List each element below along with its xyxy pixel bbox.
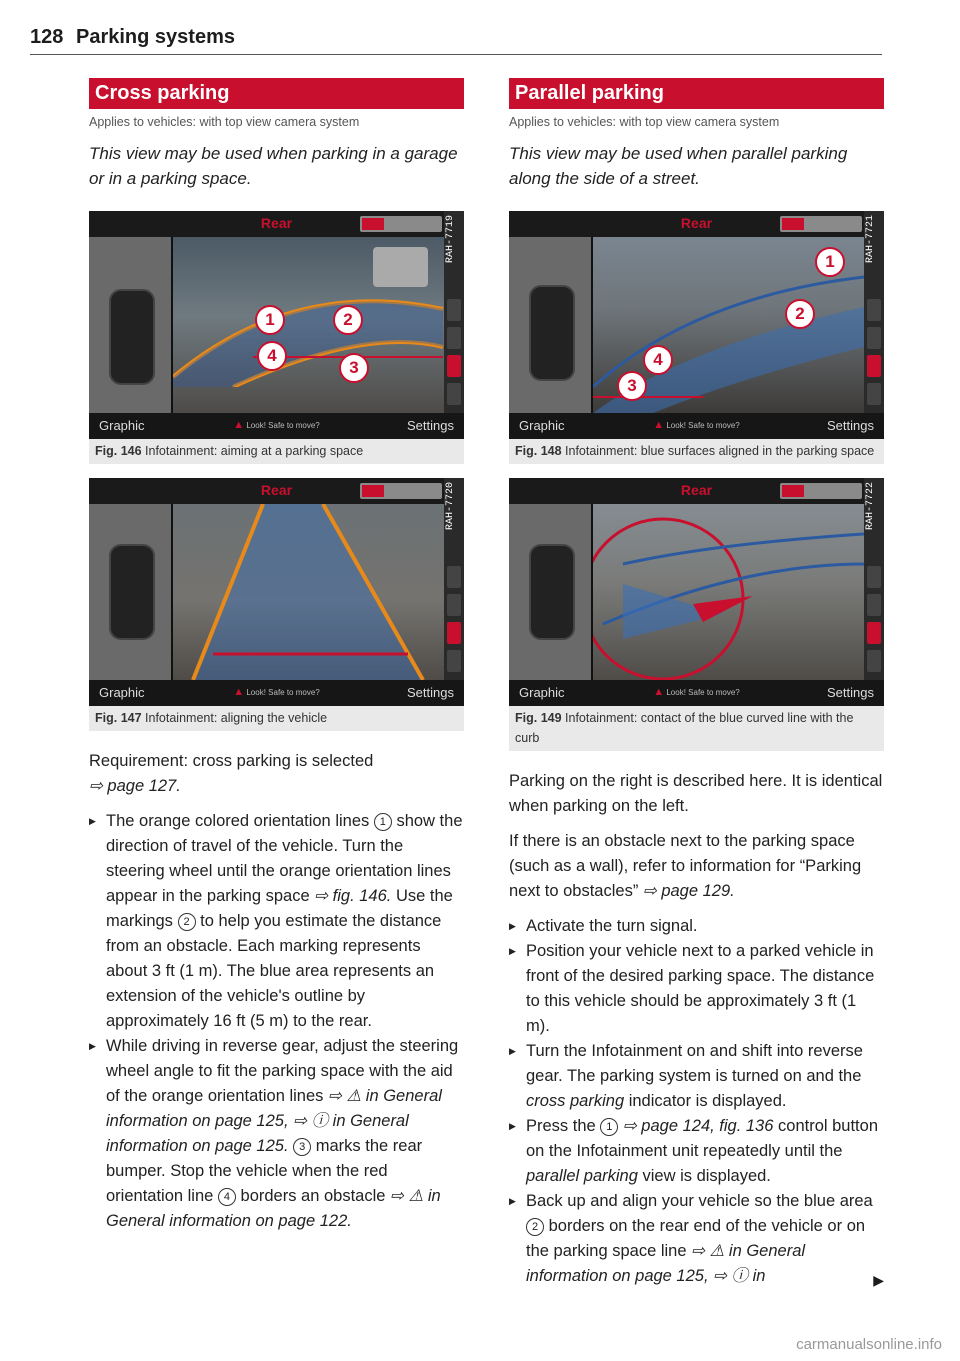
camera-view <box>173 504 444 680</box>
applies-note: Applies to vehicles: with top view camera system <box>89 115 360 129</box>
watermark: carmanualsonline.info <box>796 1336 942 1353</box>
screen-sidebar <box>444 211 464 413</box>
view-icons <box>780 216 862 232</box>
list-item: ▶ While driving in reverse gear, adjust the steering wheel angle to fit the parking space with the aid of the orange orientation lines ⇨ ⚠ in General information on page 125, ⇨ ⓘ in General information on page 125. 3 marks the rear bumper. Stop the vehicle when the red orientation line 4 borders an obstacle ⇨ ⚠ in General information on page 122. <box>89 1034 464 1234</box>
paragraph: If there is an obstacle next to the parking space (such as a wall), refer to information for “Parking next to obstacles” ⇨ page 129. <box>509 832 862 900</box>
requirement-text: Requirement: cross parking is selected ⇨ page 127. <box>89 752 374 795</box>
marker-2: 2 <box>785 299 815 329</box>
top-view-panel <box>509 237 591 413</box>
screen-topbar <box>89 211 464 237</box>
warning-ref[interactable]: ⇨ ⚠ in General information on page 125, <box>106 1087 442 1130</box>
settings-label: Settings <box>827 418 874 433</box>
warning-notice: ▲ Look! Safe to move? <box>653 686 740 698</box>
intro-text: This view may be used when parallel parking along the side of a street. <box>509 144 848 188</box>
ref-marker-2: 2 <box>526 1218 544 1236</box>
screen-sidebar <box>864 211 884 413</box>
rear-label: Rear <box>260 482 293 498</box>
page-ref-129[interactable]: ⇨ page 129. <box>642 882 735 900</box>
figure-147-caption: Fig. 147 Infotainment: aligning the vehicle <box>89 706 464 731</box>
top-view-panel <box>509 504 591 680</box>
screen-sidebar <box>444 478 464 680</box>
rear-label: Rear <box>680 215 713 231</box>
figure-146-screen <box>89 211 464 439</box>
top-view-panel <box>89 504 171 680</box>
screen-bottombar <box>89 680 464 706</box>
marker-2: 2 <box>333 305 363 335</box>
camera-view <box>173 237 444 413</box>
marker-4: 4 <box>643 345 673 375</box>
page-number: 128 <box>30 26 64 48</box>
graphic-label: Graphic <box>519 685 565 700</box>
warning-icon: ▲ <box>233 686 245 698</box>
ref-marker-4: 4 <box>218 1188 236 1206</box>
orientation-lines <box>173 237 444 387</box>
figure-149-screen <box>509 478 884 706</box>
note-ref[interactable]: ⇨ ⓘ in General information on page 125. <box>106 1112 409 1155</box>
paragraph: Parking on the right is described here. It is identical when parking on the left. <box>509 772 883 815</box>
view-icons <box>360 483 442 499</box>
view-icons <box>360 216 442 232</box>
screen-topbar <box>509 211 884 237</box>
parking-overlay <box>593 504 864 680</box>
list-item: ▶ The orange colored orientation lines 1 show the direction of travel of the vehicle. Turn the steering wheel until the orange orientation lines appear in the parking space ⇨ fig. 146. Use the markings 2 to help you estimate the distance from an obstacle. Each marking represents about 3 ft (1 m). The blue area represents an extension of the vehicle's outline by approximately 16 ft (5 m) to the rear. <box>89 809 464 1034</box>
figure-code: RAH-7721 <box>865 215 876 264</box>
graphic-label: Graphic <box>99 418 145 433</box>
marker-3: 3 <box>339 353 369 383</box>
figure-code: RAH-7719 <box>445 215 456 264</box>
car-icon <box>529 285 575 381</box>
warning-notice: ▲ Look! Safe to move? <box>653 419 740 431</box>
camera-view <box>593 504 864 680</box>
parking-overlay <box>173 504 444 680</box>
screen-bottombar <box>509 413 884 439</box>
left-column <box>89 78 464 1234</box>
rear-label: Rear <box>680 482 713 498</box>
intro-text: This view may be used when parking in a garage or in a parking space. <box>89 144 458 188</box>
ref-marker-1: 1 <box>600 1118 618 1136</box>
car-icon <box>109 544 155 640</box>
right-column <box>509 78 884 1289</box>
settings-label: Settings <box>407 418 454 433</box>
page-header <box>30 24 882 55</box>
figure-149-caption: Fig. 149 Infotainment: contact of the blue curved line with the curb <box>509 706 884 751</box>
car-icon <box>109 289 155 385</box>
fig-ref-136[interactable]: ⇨ page 124, fig. 136 <box>622 1117 774 1135</box>
ref-marker-1: 1 <box>374 813 392 831</box>
marker-1: 1 <box>815 247 845 277</box>
graphic-label: Graphic <box>99 685 145 700</box>
ref-marker-2: 2 <box>178 913 196 931</box>
view-icons <box>780 483 862 499</box>
list-item: ▶ Position your vehicle next to a parked vehicle in front of the desired parking space. The distance to this vehicle should be approximately 3 ft (1 m). <box>509 939 884 1039</box>
warning-ref[interactable]: ⇨ ⚠ in General information on page 122. <box>106 1187 441 1230</box>
marker-3: 3 <box>617 371 647 401</box>
continue-arrow-icon: ▶ <box>873 1272 884 1288</box>
screen-bottombar <box>89 413 464 439</box>
marker-4: 4 <box>257 341 287 371</box>
warning-notice: ▲ Look! Safe to move? <box>233 686 320 698</box>
figure-148-screen <box>509 211 884 439</box>
figure-code: RAH-7722 <box>865 482 876 531</box>
warning-notice: ▲ Look! Safe to move? <box>233 419 320 431</box>
requirement-ref[interactable]: ⇨ page 127. <box>89 777 181 795</box>
list-item: ▶ Activate the turn signal. <box>509 914 884 939</box>
list-item: ▶ Back up and align your vehicle so the blue area 2 borders on the rear end of the vehicle or on the parking space line ⇨ ⚠ in General information on page 125, ⇨ ⓘ in <box>509 1189 884 1289</box>
top-view-panel <box>89 237 171 413</box>
figure-code: RAH-7720 <box>445 482 456 531</box>
heading-cross-parking: Cross parking <box>89 78 464 109</box>
warning-icon: ▲ <box>653 686 665 698</box>
screen-topbar <box>509 478 884 504</box>
heading-parallel-parking: Parallel parking <box>509 78 884 109</box>
graphic-label: Graphic <box>519 418 565 433</box>
warning-icon: ▲ <box>653 419 665 431</box>
settings-label: Settings <box>407 685 454 700</box>
car-icon <box>529 544 575 640</box>
camera-view <box>593 237 864 413</box>
settings-label: Settings <box>827 685 874 700</box>
applies-note: Applies to vehicles: with top view camera system <box>509 115 780 129</box>
section-title: Parking systems <box>76 26 235 48</box>
figure-146-caption: Fig. 146 Infotainment: aiming at a parking space <box>89 439 464 464</box>
screen-sidebar <box>864 478 884 680</box>
fig-ref-146[interactable]: ⇨ fig. 146. <box>314 887 392 905</box>
warning-ref[interactable]: ⇨ ⚠ in General information on page 125, ⇨ ⓘ in <box>526 1242 806 1285</box>
ref-marker-3: 3 <box>293 1138 311 1156</box>
screen-bottombar <box>509 680 884 706</box>
figure-148-caption: Fig. 148 Infotainment: blue surfaces aligned in the parking space <box>509 439 884 464</box>
marker-1: 1 <box>255 305 285 335</box>
warning-icon: ▲ <box>233 419 245 431</box>
figure-147-screen <box>89 478 464 706</box>
screen-topbar <box>89 478 464 504</box>
list-item: ▶ Turn the Infotainment on and shift into reverse gear. The parking system is turned on and the cross parking indicator is displayed. <box>509 1039 884 1114</box>
rear-label: Rear <box>260 215 293 231</box>
list-item: ▶ Press the 1 ⇨ page 124, fig. 136 control button on the Infotainment unit repeatedly until the parallel parking view is displayed. <box>509 1114 884 1189</box>
